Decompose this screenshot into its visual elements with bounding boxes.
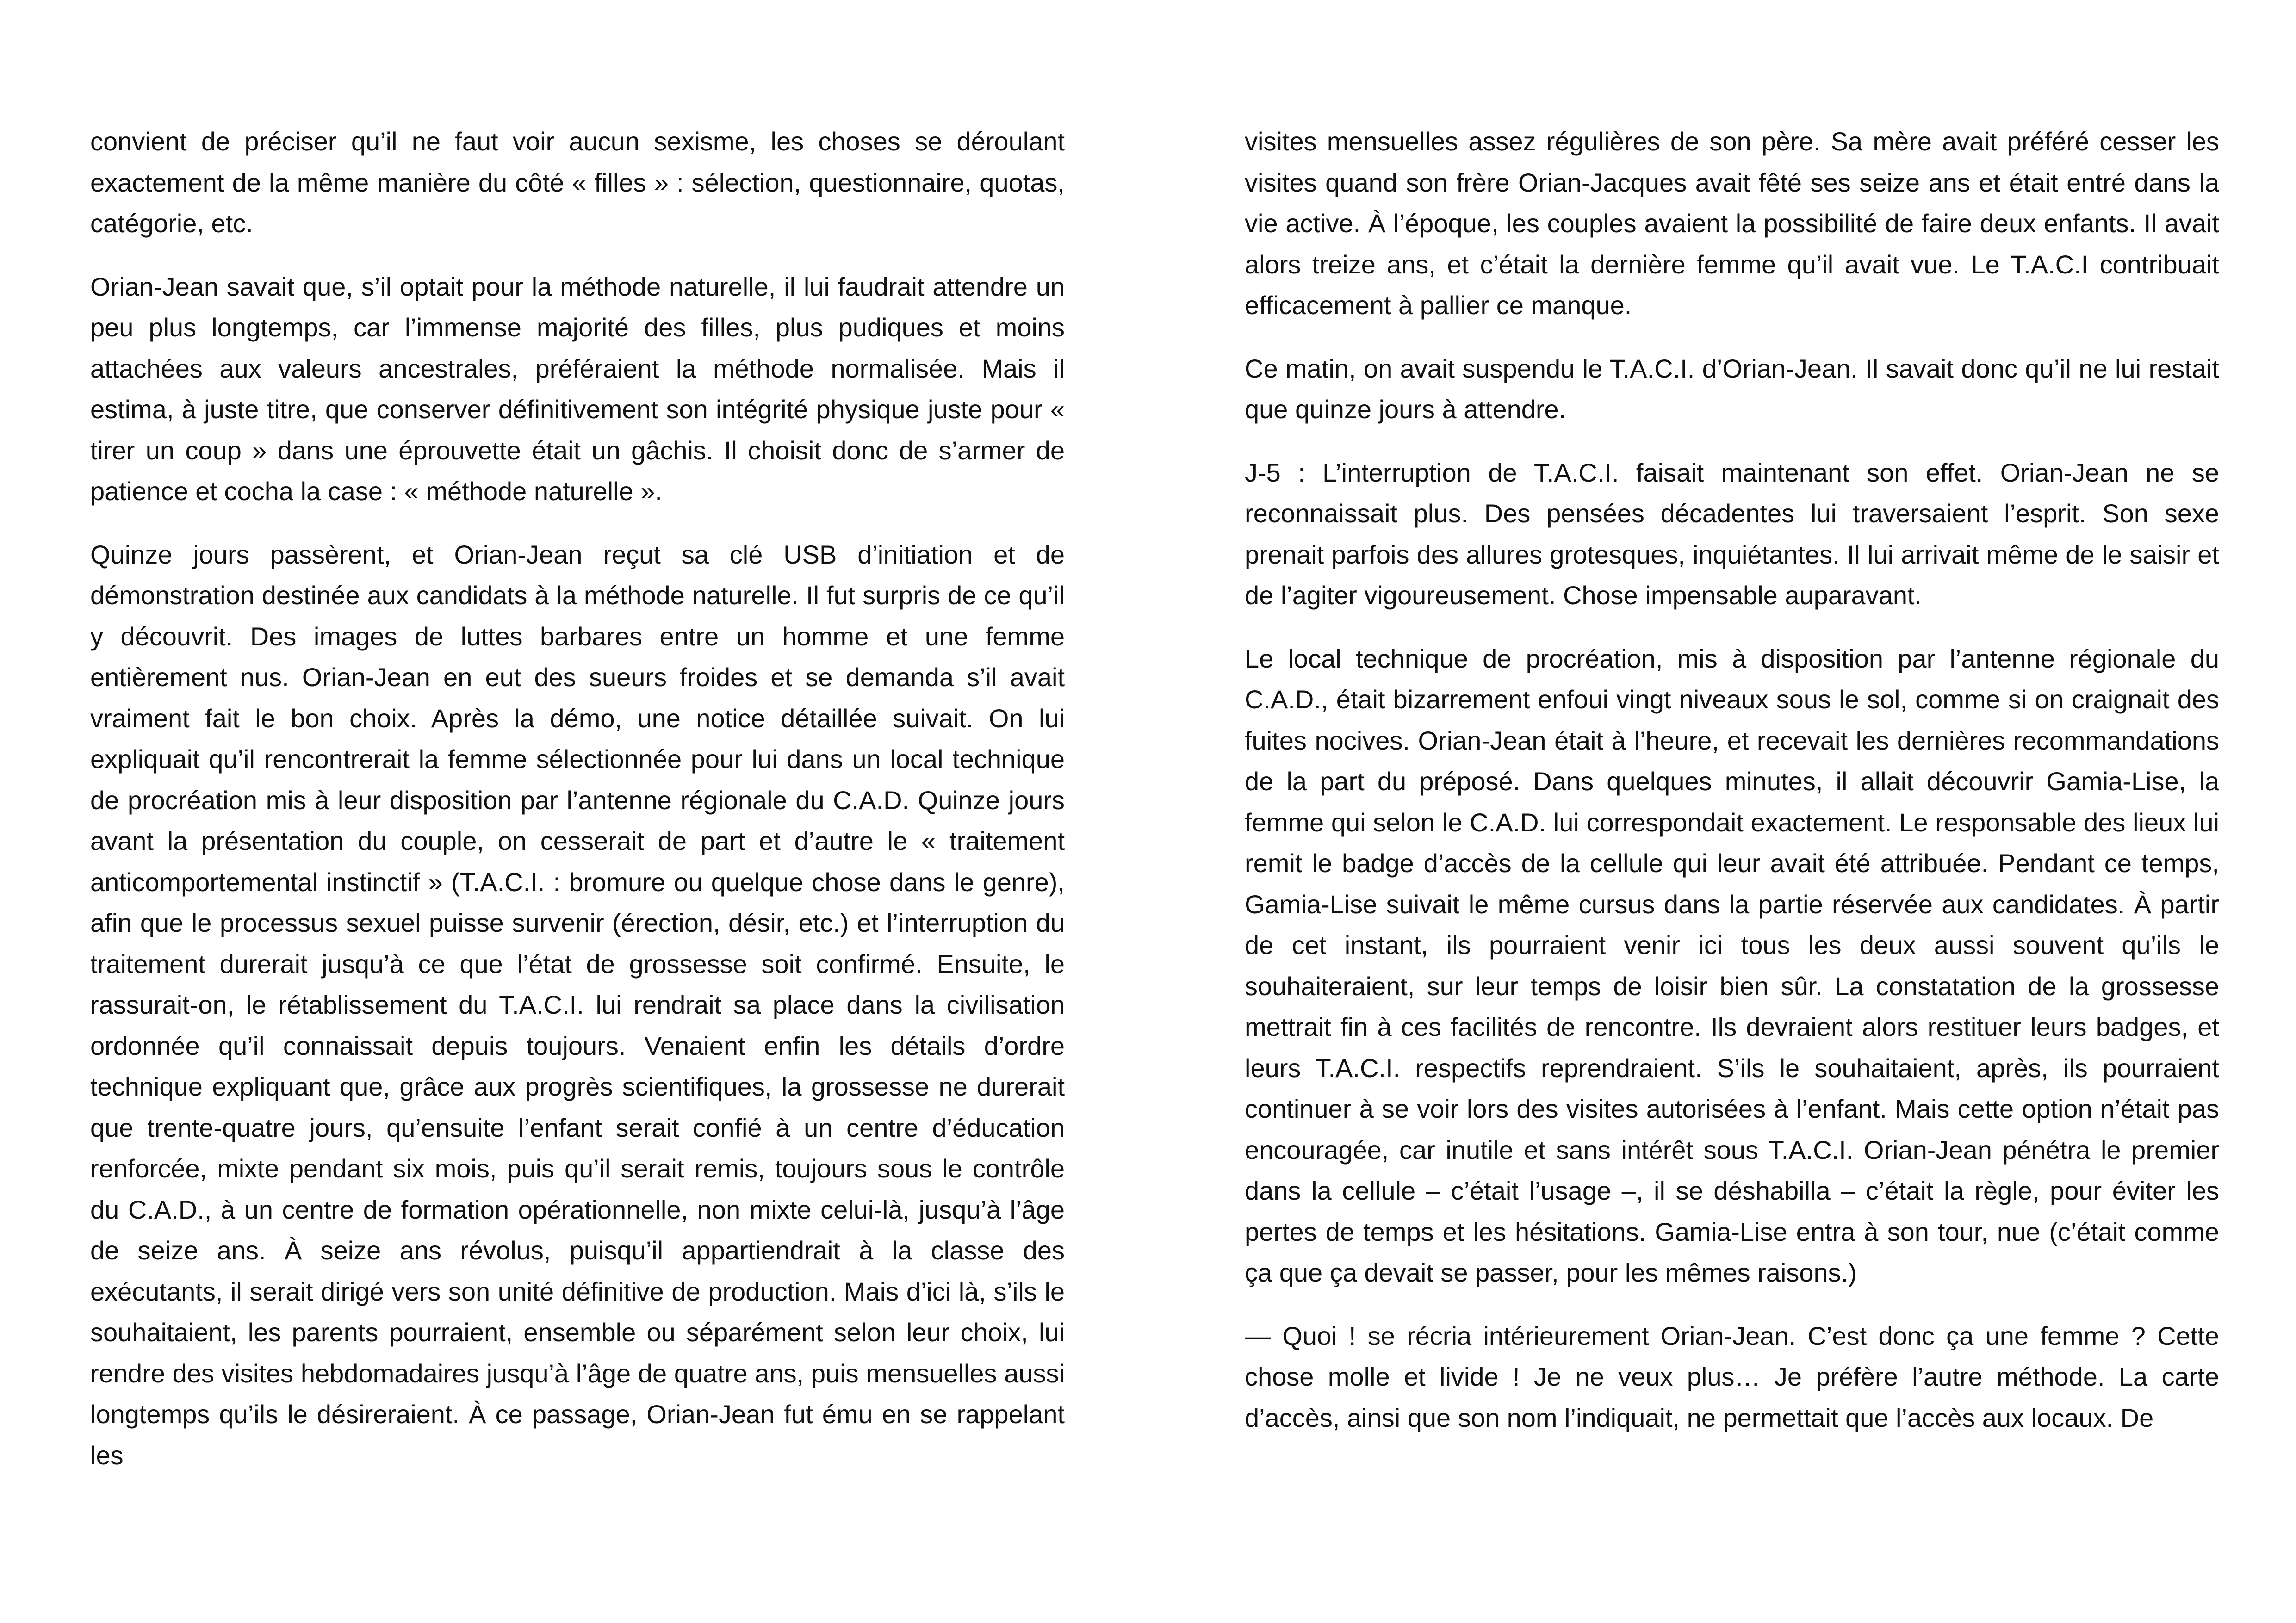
right-paragraph-4: Le local technique de procréation, mis à disposition par l’antenne régionale du C.A.D., était bizarrement enfoui vingt niveaux sous le sol, comme si on craignait des fuites nocives. Orian-Jean était à l’heure, et recevait les dernières recommandations de la part du préposé. Dans quelques minutes, il allait découvrir Gamia-Lise, la femme qui selon le C.A.D. lui correspondait exactement. Le responsable des lieux lui remit le badge d’accès de la cellule qui leur avait été attribuée. Pendant ce temps, Gamia-Lise suivait le même cursus dans la partie réservée aux candidates. À partir de cet instant, ils pourraient venir ici tous les deux aussi souvent qu’ils le souhaiteraient, sur leur temps de loisir bien sûr. La constatation de la grossesse mettrait fin à ces facilités de rencontre. Ils devraient alors restituer leurs badges, et leurs T.A.C.I. respectifs reprendraient. S’ils le souhaitaient, après, ils pourraient continuer à se voir lors des visites autorisées à l’enfant. Mais cette option n’était pas encouragée, car inutile et sans intérêt sous T.A.C.I. Orian-Jean pénétra le premier dans la cellule – c’était l’usage –, il se déshabilla – c’était la règle, pour éviter les pertes de temps et les hésitations. Gamia-Lise entra à son tour, nue (c’était comme ça que ça devait se passer, pour les mêmes raisons.)	[1245, 644, 2219, 1287]
right-paragraph-5: — Quoi ! se récria intérieurement Orian-Jean. C’est donc ça une femme ? Cette chose molle et livide ! Je ne veux plus… Je préfère l’autre méthode. La carte d’accès, ainsi que son nom l’indiquait, ne permettait que l’accès aux locaux. De	[1245, 1321, 2219, 1432]
right-page	[1245, 121, 2219, 1509]
left-paragraph-3: Quinze jours passèrent, et Orian-Jean reçut sa clé USB d’initiation et de démonstration destinée aux candidats à la méthode naturelle. Il fut surpris de ce qu’il y découvrit. Des images de luttes barbares entre un homme et une femme entièrement nus. Orian-Jean en eut des sueurs froides et se demanda s’il avait vraiment fait le bon choix. Après la démo, une notice détaillée suivait. On lui expliquait qu’il rencontrerait la femme sélectionnée pour lui dans un local technique de procréation mis à leur disposition par l’antenne régionale du C.A.D. Quinze jours avant la présentation du couple, on cesserait de part et d’autre le « traitement anticomportemental instinctif » (T.A.C.I. : bromure ou quelque chose dans le genre), afin que le processus sexuel puisse survenir (érection, désir, etc.) et l’interruption du traitement durerait jusqu’à ce que l’état de grossesse soit confirmé. Ensuite, le rassurait-on, le rétablissement du T.A.C.I. lui rendrait sa place dans la civilisation ordonnée qu’il connaissait depuis toujours. Venaient enfin les détails d’ordre technique expliquant que, grâce aux progrès scientifiques, la grossesse ne durerait que trente-quatre jours, qu’ensuite l’enfant serait confié à un centre d’éducation renforcée, mixte pendant six mois, puis qu’il serait remis, toujours sous le contrôle du C.A.D., à un centre de formation opérationnelle, non mixte celui-là, jusqu’à l’âge de seize ans. À seize ans révolus, puisqu’il appartiendrait à la classe des exécutants, il serait dirigé vers son unité définitive de production. Mais d’ici là, s’ils le souhaitaient, les parents pourraient, ensemble ou séparément selon leur choix, lui rendre des visites hebdomadaires jusqu’à l’âge de quatre ans, puis mensuelles aussi longtemps qu’ils le désireraient. À ce passage, Orian-Jean fut ému en se rappelant les	[90, 539, 1065, 1470]
right-paragraph-3: J-5 : L’interruption de T.A.C.I. faisait maintenant son effet. Orian-Jean ne se reconnaissait plus. Des pensées décadentes lui traversaient l’esprit. Son sexe prenait parfois des allures grotesques, inquiétantes. Il lui arrivait même de le saisir et de l’agiter vigoureusement. Chose impensable auparavant.	[1245, 458, 2219, 610]
left-paragraph-2: Orian-Jean savait que, s’il optait pour la méthode naturelle, il lui faudrait attendre un peu plus longtemps, car l’immense majorité des filles, plus pudiques et moins attachées aux valeurs ancestrales, préféraient la méthode normalisée. Mais il estima, à juste titre, que conserver définitivement son intégrité physique juste pour « tirer un coup » dans une éprouvette était un gâchis. Il choisit donc de s’armer de patience et cocha la case : « méthode naturelle ».	[90, 272, 1065, 506]
right-paragraph-2: Ce matin, on avait suspendu le T.A.C.I. d’Orian-Jean. Il savait donc qu’il ne lui restait que quinze jours à attendre.	[1245, 353, 2219, 424]
right-paragraph-1: visites mensuelles assez régulières de son père. Sa mère avait préféré cesser les visites quand son frère Orian-Jacques avait fêté ses seize ans et était entré dans la vie active. À l’époque, les couples avaient la possibilité de faire deux enfants. Il avait alors treize ans, et c’était la dernière femme qu’il avait vue. Le T.A.C.I contribuait efficacement à pallier ce manque.	[1245, 127, 2219, 320]
left-page	[90, 121, 1065, 1509]
left-paragraph-1: convient de préciser qu’il ne faut voir aucun sexisme, les choses se déroulant exactement de la même manière du côté « filles » : sélection, questionnaire, quotas, catégorie, etc.	[90, 127, 1065, 238]
